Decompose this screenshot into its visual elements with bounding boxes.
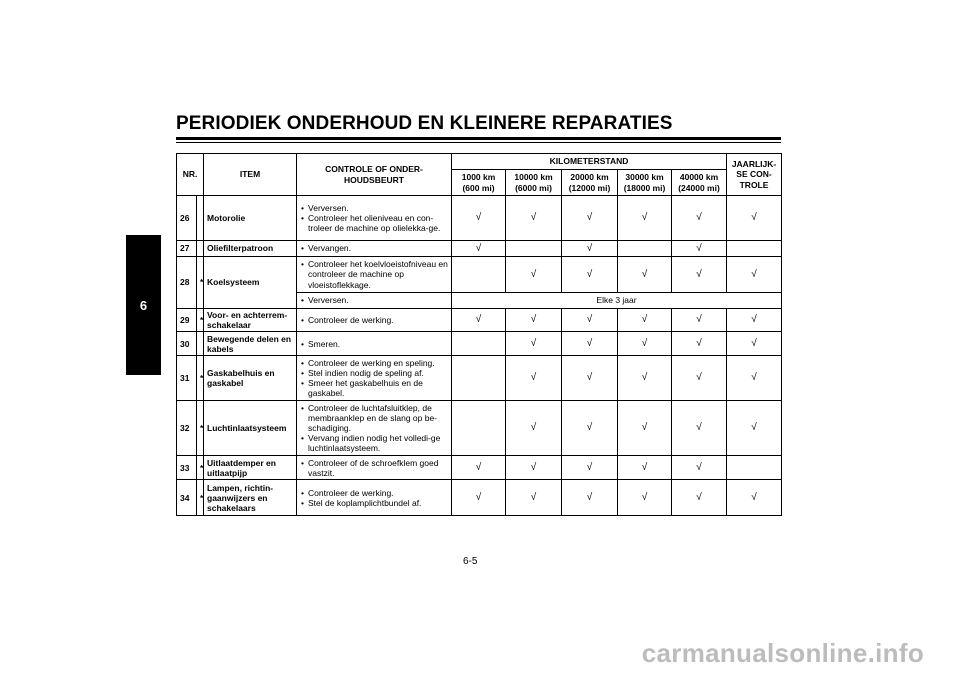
control-cell [297,332,452,356]
interval-check-4: √ [672,356,727,401]
interval-check-1: √ [506,401,562,456]
dealer-mark: * [197,456,204,480]
interval-check-2: √ [562,332,618,356]
table-row [177,309,782,332]
interval-check-0: √ [452,309,506,332]
row-number: 27 [177,241,197,257]
row-number: 28 [177,257,197,309]
title-rule-thick [176,137,781,140]
interval-check-0: √ [452,196,506,241]
header-yearly: JAARLIJK- SE CON- TROLE [727,154,782,196]
control-cell [297,241,452,257]
interval-span-text: Elke 3 jaar [452,293,782,309]
item-name: Bewegende delen en kabels [204,332,297,356]
interval-check-2: √ [562,241,618,257]
yearly-check [727,456,782,480]
row-number: 34 [177,480,197,516]
interval-check-3: √ [618,309,672,332]
chapter-tab: 6 [126,235,161,375]
interval-check-4: √ [672,309,727,332]
interval-check-3: √ [618,401,672,456]
yearly-check: √ [727,309,782,332]
control-step: • Controleer de werking. [300,315,448,325]
interval-check-3: √ [618,196,672,241]
interval-check-4: √ [672,241,727,257]
maintenance-table [176,153,782,516]
yearly-check: √ [727,257,782,293]
control-cell [297,356,452,401]
header-nr: NR. [177,154,204,196]
interval-check-0 [452,257,506,293]
header-km-2: 20000 km (12000 mi) [562,170,618,196]
control-step: • Vervang indien nodig het volledi-ge luchtinlaatsysteem. [300,433,448,453]
watermark: carmanualsonline.info [641,638,924,668]
interval-check-4: √ [672,257,727,293]
interval-check-0 [452,356,506,401]
interval-check-0 [452,332,506,356]
control-cell [297,293,452,309]
yearly-check: √ [727,196,782,241]
control-step: • Stel de koplamplichtbundel af. [300,498,448,508]
control-step: • Controleer de werking. [300,488,448,498]
control-step: • Stel indien nodig de speling af. [300,368,448,378]
interval-check-4: √ [672,480,727,516]
interval-check-4: √ [672,332,727,356]
table-row [177,480,782,516]
yearly-check: √ [727,332,782,356]
header-item: ITEM [204,154,297,196]
interval-check-1: √ [506,309,562,332]
row-number: 33 [177,456,197,480]
header-kilometerstand: KILOMETERSTAND [452,154,727,170]
item-name: Gaskabelhuis en gaskabel [204,356,297,401]
control-cell [297,257,452,293]
interval-check-4: √ [672,401,727,456]
interval-check-1 [506,241,562,257]
header-km-3: 30000 km (18000 mi) [618,170,672,196]
interval-check-1: √ [506,456,562,480]
item-name: Voor- en achterrem-schakelaar [204,309,297,332]
table-row [177,456,782,480]
item-name: Lampen, richtin-gaanwijzers en schakelaars [204,480,297,516]
row-number: 32 [177,401,197,456]
interval-check-0: √ [452,241,506,257]
item-name: Koelsysteem [204,257,297,309]
item-name: Uitlaatdemper en uitlaatpijp [204,456,297,480]
interval-check-1: √ [506,356,562,401]
control-cell [297,480,452,516]
dealer-mark: * [197,480,204,516]
control-step: • Controleer het olieniveau en con-troleer de machine op olielekka-ge. [300,213,448,233]
yearly-check: √ [727,401,782,456]
row-number: 31 [177,356,197,401]
yearly-check: √ [727,480,782,516]
header-km-0: 1000 km (600 mi) [452,170,506,196]
control-cell [297,309,452,332]
interval-check-1: √ [506,257,562,293]
dealer-mark: * [197,356,204,401]
control-step: • Controleer of de schroefklem goed vastzit. [300,458,448,478]
interval-check-3: √ [618,332,672,356]
control-step: • Controleer het koelvloeistofniveau en controleer de machine op vloeistoflekkage. [300,259,448,289]
dealer-mark: * [197,309,204,332]
table-row [177,332,782,356]
interval-check-3 [618,241,672,257]
table-row [177,241,782,257]
table-row [177,196,782,241]
interval-check-3: √ [618,257,672,293]
interval-check-3: √ [618,456,672,480]
interval-check-0: √ [452,480,506,516]
dealer-mark [197,196,204,241]
interval-check-2: √ [562,480,618,516]
table-row [177,356,782,401]
control-cell [297,401,452,456]
title-rule-thin [176,142,781,143]
control-step: • Verversen. [300,203,448,213]
yearly-check [727,241,782,257]
row-number: 26 [177,196,197,241]
control-step: • Verversen. [300,295,448,305]
control-step: • Smeer het gaskabelhuis en de gaskabel. [300,378,448,398]
control-step: • Smeren. [300,339,448,349]
interval-check-2: √ [562,196,618,241]
interval-check-0: √ [452,456,506,480]
header-km-4: 40000 km (24000 mi) [672,170,727,196]
dealer-mark: * [197,401,204,456]
row-number: 30 [177,332,197,356]
control-step: • Vervangen. [300,243,448,253]
interval-check-4: √ [672,196,727,241]
interval-check-0 [452,401,506,456]
header-control: CONTROLE OF ONDER- HOUDSBEURT [297,154,452,196]
control-step: • Controleer de werking en speling. [300,358,448,368]
item-name: Luchtinlaatsysteem [204,401,297,456]
dealer-mark: * [197,257,204,309]
control-cell [297,196,452,241]
yearly-check: √ [727,356,782,401]
page-number: 6-5 [463,556,478,567]
interval-check-4: √ [672,456,727,480]
control-step: • Controleer de luchtafsluitklep, de membraanklep en de slang op be-schadiging. [300,403,448,433]
page-title: PERIODIEK ONDERHOUD EN KLEINERE REPARATIES [176,113,673,134]
item-name: Motorolie [204,196,297,241]
table-row [177,257,782,293]
interval-check-1: √ [506,196,562,241]
interval-check-2: √ [562,309,618,332]
item-name: Oliefilterpatroon [204,241,297,257]
interval-check-2: √ [562,356,618,401]
dealer-mark [197,332,204,356]
interval-check-1: √ [506,480,562,516]
interval-check-2: √ [562,257,618,293]
control-cell [297,456,452,480]
interval-check-3: √ [618,480,672,516]
interval-check-3: √ [618,356,672,401]
interval-check-2: √ [562,456,618,480]
row-number: 29 [177,309,197,332]
table-row [177,401,782,456]
dealer-mark [197,241,204,257]
interval-check-2: √ [562,401,618,456]
interval-check-1: √ [506,332,562,356]
header-km-1: 10000 km (6000 mi) [506,170,562,196]
